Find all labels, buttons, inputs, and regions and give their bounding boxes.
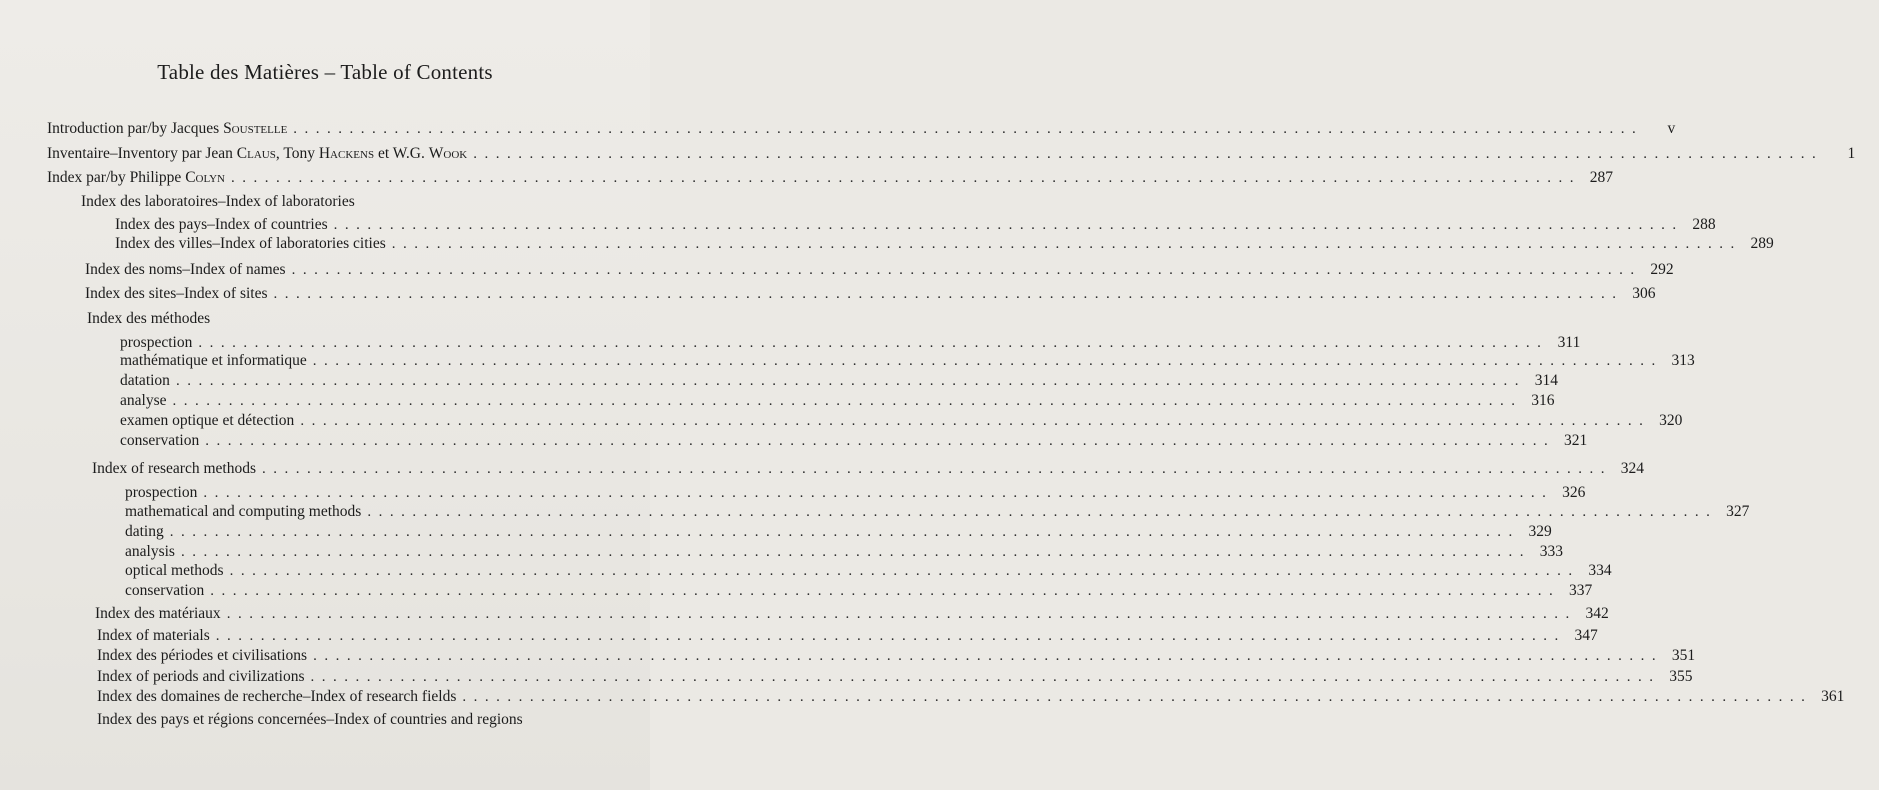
toc-entry (125, 582, 1593, 600)
page-title: Table des Matières – Table of Contents (157, 60, 493, 84)
toc-page-number: 287 (1589, 169, 1613, 186)
toc-entry (47, 145, 1856, 163)
toc-entry (125, 484, 1586, 502)
toc-page-number: 316 (1531, 392, 1555, 409)
toc-entry-label: conservation (120, 432, 200, 449)
toc-page-number: 333 (1539, 543, 1563, 560)
toc-entry (95, 605, 1609, 623)
toc-entry-label: Index des pays–Index of countries (115, 216, 328, 233)
toc-page-number: 347 (1574, 627, 1598, 644)
toc-entry-label: Inventaire–Inventory par Jean Claus, Tony Hackens et W.G. Wook (47, 145, 468, 162)
toc-entry-label: Index des sites–Index of sites (85, 285, 268, 302)
toc-entry (115, 216, 1716, 234)
toc-entry (120, 392, 1555, 410)
leader-dots: ........................................................................................................................ (473, 146, 1824, 162)
toc-entry-label: Index des matériaux (95, 605, 221, 622)
toc-entry-label: Index des pays et régions concernées–Index of countries and regions (97, 711, 523, 728)
leader-dots: ........................................................................................................................ (203, 485, 1554, 501)
leader-dots: ........................................................................................................................ (291, 262, 1642, 278)
leader-dots: ........................................................................................................................ (226, 606, 1577, 622)
leader-dots: ........................................................................................................................ (210, 583, 1561, 599)
leader-dots: ........................................................................................................................ (205, 433, 1556, 449)
toc-entry (125, 503, 1750, 521)
leader-dots: ........................................................................................................................ (333, 217, 1684, 233)
leader-dots: ........................................................................................................................ (169, 524, 1520, 540)
leader-dots: ........................................................................................................................ (172, 393, 1523, 409)
leader-dots: ........................................................................................................................ (313, 648, 1664, 664)
toc-entry (115, 235, 1774, 253)
toc-entry (81, 193, 610, 211)
toc-entry (120, 432, 1588, 450)
toc-page-number: 314 (1534, 372, 1558, 389)
toc-entry-label: mathematical and computing methods (125, 503, 362, 520)
leader-dots: ........................................................................................................................ (198, 335, 1549, 351)
toc-page-number: 337 (1568, 582, 1593, 599)
leader-dots: ........................................................................................................................ (229, 563, 1580, 579)
toc-entry-label: Index of materials (97, 627, 210, 644)
toc-entry (87, 310, 610, 328)
toc-entry (120, 412, 1683, 430)
toc-page-number: 321 (1563, 432, 1588, 449)
toc-entry-label: Index of periods and civilizations (97, 668, 305, 685)
toc-entry-label: Index des villes–Index of laboratories cities (115, 235, 386, 252)
toc-entry-label: Index des périodes et civilisations (97, 647, 308, 664)
toc-entry (85, 285, 1656, 303)
toc-page-number: 306 (1632, 285, 1656, 302)
toc-entry-label: mathématique et informatique (120, 352, 307, 369)
toc-entry-label: prospection (125, 484, 198, 501)
toc-entry-label: Index des noms–Index of names (85, 261, 286, 278)
toc-entry (85, 261, 1674, 279)
toc-entry-label: Index des laboratoires–Index of laboratories (81, 193, 355, 210)
leader-dots: ........................................................................................................................ (230, 170, 1581, 186)
toc-entry (97, 647, 1696, 665)
toc-page-number: 334 (1588, 562, 1612, 579)
toc-entry-label: analyse (120, 392, 167, 409)
toc-entry (120, 334, 1581, 352)
toc-page-number: 1 (1847, 145, 1856, 162)
toc-entry (97, 668, 1693, 686)
leader-dots: ........................................................................................................................ (273, 286, 1624, 302)
toc-entry (97, 688, 1845, 706)
toc-entry-label: analysis (125, 543, 175, 560)
toc-page-number: v (1667, 120, 1676, 137)
toc-page-number: 361 (1821, 688, 1845, 705)
leader-dots: ........................................................................................................................ (300, 413, 1651, 429)
toc-page-number: 311 (1557, 334, 1581, 351)
toc-entry-label: dating (125, 523, 164, 540)
toc-page-number: 326 (1562, 484, 1586, 501)
toc-page-number: 289 (1750, 235, 1774, 252)
toc-page-number: 324 (1620, 460, 1644, 477)
toc-entry (120, 352, 1695, 370)
toc-entry (47, 169, 1613, 187)
toc-entry-label: optical methods (125, 562, 224, 579)
toc-page-number: 327 (1726, 503, 1750, 520)
toc-entry-label: examen optique et détection (120, 412, 295, 429)
toc-entry-label: Index par/by Philippe Colyn (47, 169, 225, 186)
toc-page-number: 351 (1671, 647, 1696, 664)
leader-dots: ........................................................................................................................ (462, 689, 1813, 705)
toc-entry (120, 372, 1558, 390)
toc-entry-label: Introduction par/by Jacques Soustelle (47, 120, 288, 137)
leader-dots: ........................................................................................................................ (312, 353, 1663, 369)
leader-dots: ........................................................................................................................ (175, 373, 1526, 389)
toc-entry-label: prospection (120, 334, 193, 351)
toc-page-number: 355 (1669, 668, 1693, 685)
leader-dots: ........................................................................................................................ (293, 121, 1644, 137)
toc-entry-label: Index of research methods (92, 460, 256, 477)
toc-entry (125, 523, 1552, 541)
toc-entry-label: conservation (125, 582, 205, 599)
toc-entry (125, 543, 1563, 561)
toc-entry-label: Index des méthodes (87, 310, 211, 327)
toc-page-number: 342 (1585, 605, 1609, 622)
leader-dots: ........................................................................................................................ (310, 669, 1661, 685)
toc-entry (97, 627, 1598, 645)
toc-entry (47, 120, 1676, 138)
leader-dots: ........................................................................................................................ (261, 461, 1612, 477)
toc-page-number: 320 (1659, 412, 1683, 429)
toc-page-number: 329 (1528, 523, 1552, 540)
toc-entry-label: datation (120, 372, 170, 389)
toc-entry-label: Index des domaines de recherche–Index of research fields (97, 688, 457, 705)
toc-entry (125, 562, 1612, 580)
leader-dots: ........................................................................................................................ (391, 236, 1742, 252)
toc-page-number: 313 (1671, 352, 1695, 369)
leader-dots: ........................................................................................................................ (180, 544, 1531, 560)
toc-page-number: 288 (1692, 216, 1716, 233)
toc-entry (92, 460, 1644, 478)
toc-page-number: 292 (1650, 261, 1674, 278)
leader-dots: ........................................................................................................................ (367, 504, 1718, 520)
leader-dots: ........................................................................................................................ (215, 628, 1566, 644)
toc-entry (97, 711, 610, 729)
